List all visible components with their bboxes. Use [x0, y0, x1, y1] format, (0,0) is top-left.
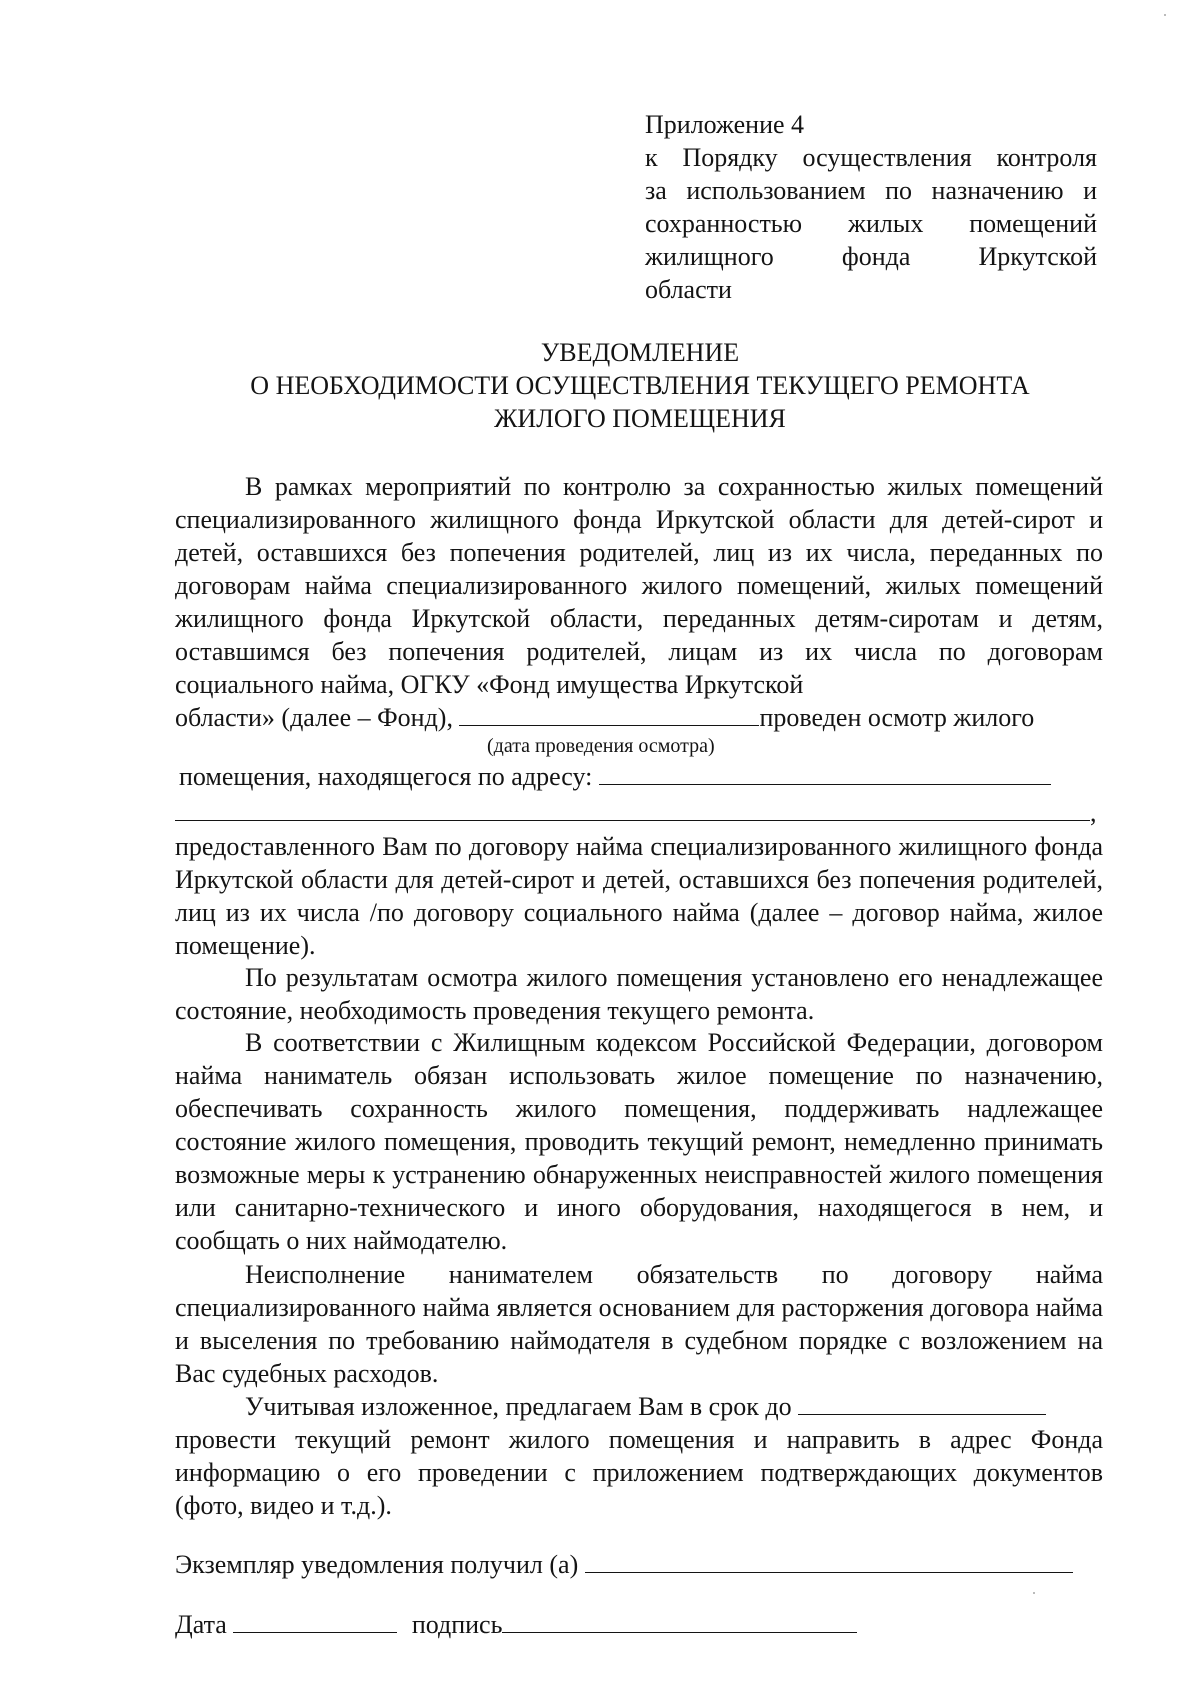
- annex-line: к Порядку осуществления контроля: [645, 143, 1097, 172]
- deadline-date-field[interactable]: [798, 1390, 1046, 1415]
- deadline-line: [175, 1390, 1103, 1423]
- signature-label: подпись: [411, 1610, 503, 1639]
- receipt-label: Экземпляр уведомления получил (а): [175, 1550, 579, 1579]
- scan-dot: [1033, 1592, 1035, 1594]
- annex-line: сохранностью жилых помещений: [645, 209, 1097, 238]
- annex-line: жилищного фонда Иркутской: [645, 242, 1097, 271]
- receipt-line: [175, 1548, 1103, 1581]
- inspection-date-field[interactable]: [459, 701, 759, 726]
- address-field-continued[interactable]: [175, 796, 1090, 821]
- deadline-text: Учитывая изложенное, предлагаем Вам в срок до: [245, 1392, 792, 1421]
- paragraph-contract: предоставленного Вам по договору найма специализированного жилищного фонда Иркутской области для детей-сирот и детей, оставшихся без попечения родителей, лиц из их числа /по договору социального найма (далее – договор найма, жилое помещение).: [175, 832, 1103, 960]
- title-line: О НЕОБХОДИМОСТИ ОСУЩЕСТВЛЕНИЯ ТЕКУЩЕГО РЕМОНТА: [250, 371, 1030, 400]
- inspection-date-caption: (дата проведения осмотра): [487, 735, 715, 757]
- inspection-date-line: [175, 701, 1103, 734]
- date-label: Дата: [175, 1610, 227, 1639]
- receipt-name-field[interactable]: [585, 1548, 1073, 1573]
- annex-number: Приложение 4: [645, 110, 805, 139]
- address-field[interactable]: [599, 760, 1051, 785]
- signature-field[interactable]: [502, 1608, 857, 1633]
- fund-text: области» (далее – Фонд),: [175, 703, 453, 732]
- title-line: ЖИЛОГО ПОМЕЩЕНИЯ: [494, 404, 786, 433]
- annex-line: области: [645, 275, 732, 304]
- address-continuation-line: [175, 796, 1103, 829]
- address-comma: ,: [1090, 798, 1097, 827]
- address-label: помещения, находящегося по адресу:: [179, 762, 593, 791]
- paragraph-consequences: Неисполнение нанимателем обязательств по договору найма специализированного найма является основанием для расторжения договора найма и выселения по требованию наймодателя в судебном порядке с возложением на Вас судебных расходов.: [175, 1260, 1103, 1388]
- scan-dot: [1164, 14, 1166, 16]
- title-line: УВЕДОМЛЕНИЕ: [540, 338, 740, 367]
- address-line: [179, 760, 1107, 793]
- paragraph-result: По результатам осмотра жилого помещения установлено его ненадлежащее состояние, необходимость проведения текущего ремонта.: [175, 963, 1103, 1025]
- paragraph-proposal: провести текущий ремонт жилого помещения и направить в адрес Фонда информацию о его проведении с приложением подтверждающих документов (фото, видео и т.д.).: [175, 1425, 1103, 1520]
- date-field[interactable]: [233, 1608, 397, 1633]
- paragraph-obligations: В соответствии с Жилищным кодексом Российской Федерации, договором найма наниматель обязан использовать жилое помещение по назначению, обеспечивать сохранность жилого помещения, поддерживать надлежащее состояние жилого помещения, проводить текущий ремонт, немедленно принимать возможные меры к устранению обнаруженных неисправностей жилого помещения или санитарно-технического и иного оборудования, находящегося в нем, и сообщать о них наймодателю.: [175, 1028, 1103, 1255]
- inspection-text: проведен осмотр жилого: [759, 703, 1035, 732]
- document-title: [160, 336, 1120, 435]
- annex-header: [645, 108, 1097, 306]
- annex-line: за использованием по назначению и: [645, 176, 1097, 205]
- date-signature-line: [175, 1608, 1103, 1641]
- paragraph-inspection: В рамках мероприятий по контролю за сохранностью жилых помещений специализированного жилищного фонда Иркутской области для детей-сирот и детей, оставшихся без попечения родителей, лиц из их числа, переданных по договорам найма специализированного жилого помещений, жилых помещений жилищного фонда Иркутской области, переданных детям-сиротам и детям, оставшимся без попечения родителей, лицам из их числа по договорам социального найма, ОГКУ «Фонд имущества Иркутской: [175, 472, 1103, 699]
